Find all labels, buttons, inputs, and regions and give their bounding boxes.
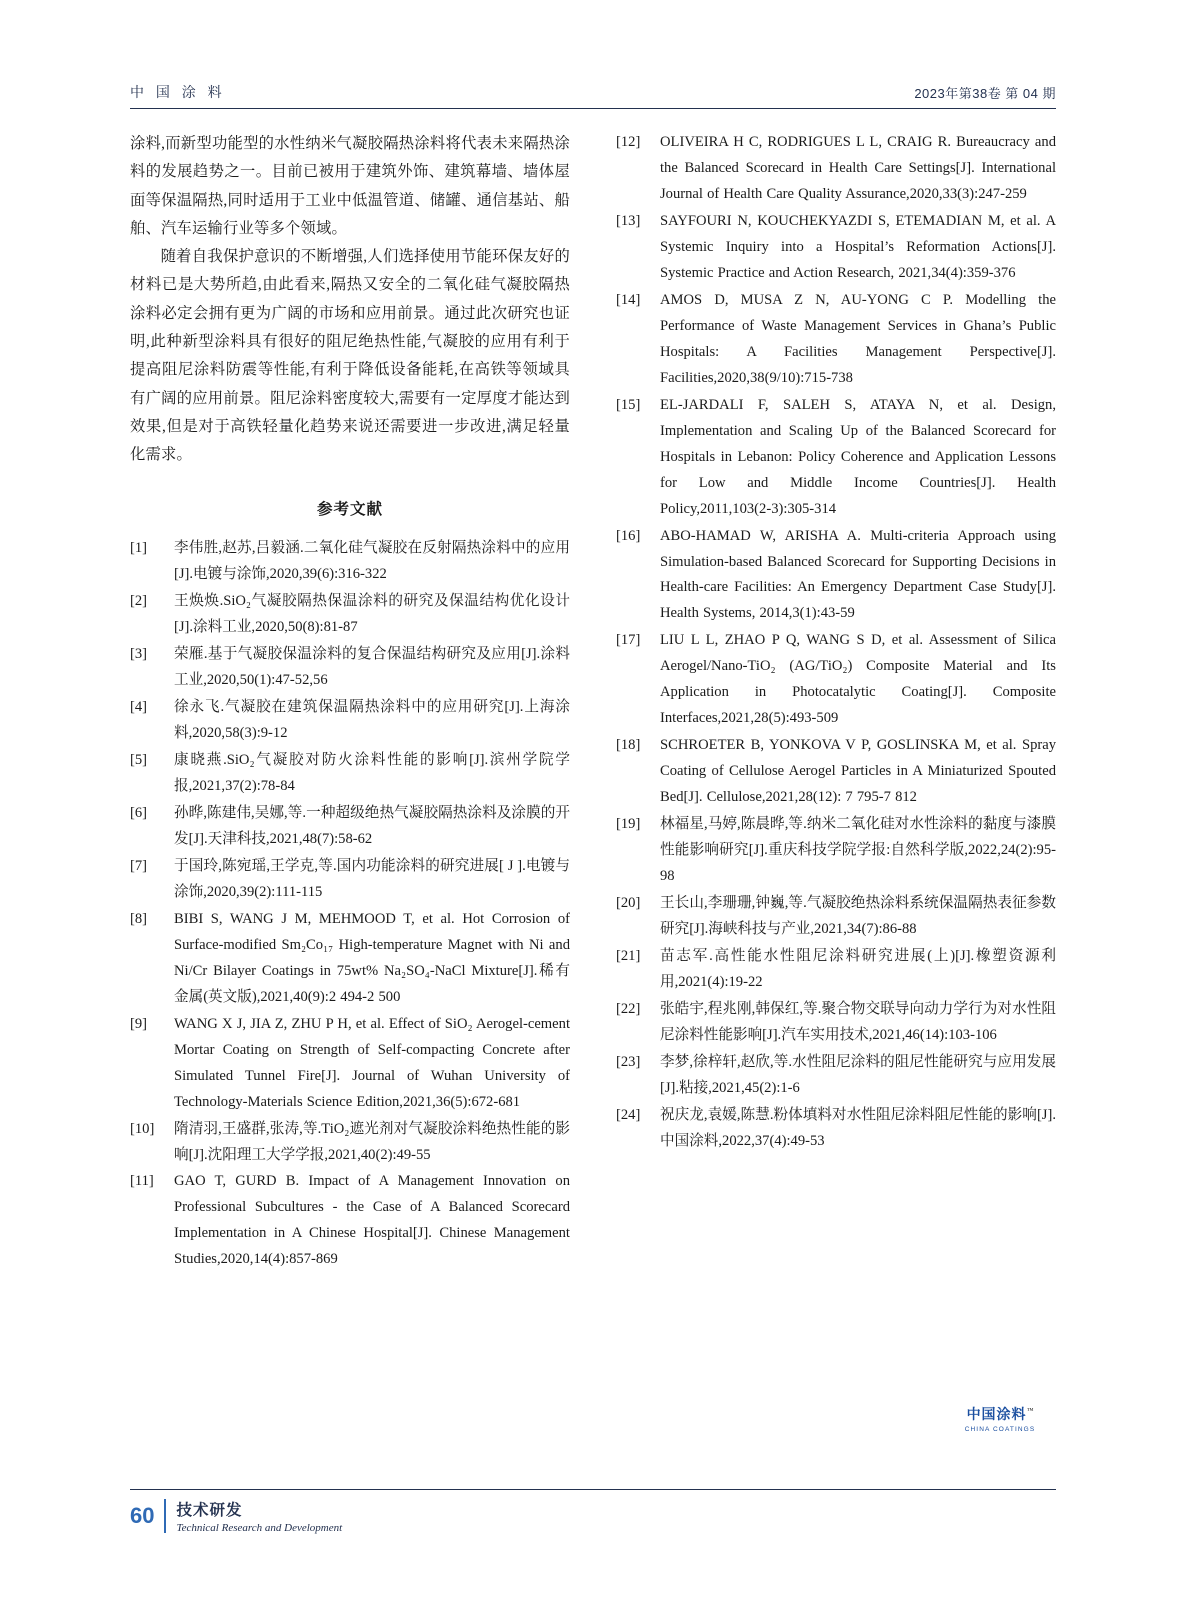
reference-text: 孙晔,陈建伟,吴娜,等.一种超级绝热气凝胶隔热涂料及涂膜的开发[J].天津科技,2021,48(7):58-62 (174, 804, 570, 847)
reference-number: [11] (130, 1173, 154, 1190)
issue-info: 2023年第38卷 第 04 期 (914, 86, 1056, 101)
reference-text: 荣雁.基于气凝胶保温涂料的复合保温结构研究及应用[J].涂料工业,2020,50(1):47-52,56 (174, 646, 570, 689)
reference-item (130, 854, 570, 906)
reference-number: [13] (616, 212, 641, 229)
reference-number: [7] (130, 857, 148, 874)
reference-text: ABO-HAMAD W, ARISHA A. Multi-criteria Approach using Simulation-based Balanced Scorecard for Supporting Decisions in Health-care Facilities: An Emergency Department Case Study[J]. Health Systems, 2014,3(1):43-59 (660, 527, 1056, 622)
reference-text: SCHROETER B, YONKOVA V P, GOSLINSKA M, et al. Spray Coating of Cellulose Aerogel Particles in A Miniaturized Spouted Bed[J]. Cellulose,2021,28(12): 7 795-7 812 (660, 737, 1056, 806)
page-header (130, 82, 1056, 102)
reference-item (616, 1050, 1056, 1102)
reference-item (130, 642, 570, 694)
reference-number: [2] (130, 593, 148, 610)
header-divider (130, 108, 1056, 109)
reference-number: [9] (130, 1015, 148, 1032)
reference-number: [5] (130, 751, 148, 768)
reference-item (616, 288, 1056, 392)
references-heading: 参考文献 (316, 500, 383, 518)
logo-en-label: CHINA COATINGS (964, 1425, 1036, 1433)
page-number: 60 (130, 1503, 155, 1528)
reference-number: [12] (616, 134, 641, 150)
journal-name: 中 国 涂 料 (130, 84, 226, 100)
reference-text: 林福星,马婷,陈晨晔,等.纳米二氧化硅对水性涂料的黏度与漆膜性能影响研究[J].重庆科技学院学报:自然科学版,2022,24(2):95-98 (660, 816, 1056, 885)
reference-text: 王焕焕.SiO₂气凝胶隔热保温涂料的研究及保温结构优化设计[J].涂料工业,2020,50(8):81-87 (174, 593, 570, 636)
reference-text: 张皓宇,程兆刚,韩保红,等.聚合物交联导向动力学行为对水性阻尼涂料性能影响[J].汽车实用技术,2021,46(14):103-106 (660, 1000, 1056, 1043)
reference-item (130, 589, 570, 641)
reference-text: SAYFOURI N, KOUCHEKYAZDI S, ETEMADIAN M, et al. A Systemic Inquiry into a Hospital’s Reformation Actions[J]. Systemic Practice and Action Research, 2021,34(4):359-376 (660, 212, 1056, 281)
reference-item (130, 748, 570, 800)
reference-item (616, 1103, 1056, 1155)
reference-item (616, 812, 1056, 890)
reference-number: [14] (616, 291, 641, 308)
reference-item (616, 628, 1056, 732)
logo-cn-label: 中国涂料 (966, 1406, 1027, 1422)
reference-number: [16] (616, 527, 641, 544)
reference-number: [21] (616, 948, 641, 965)
body-paragraph: 随着自我保护意识的不断增强,人们选择使用节能环保友好的材料已是大势所趋,由此看来,隔热又安全的二氧化硅气凝胶隔热涂料必定会拥有更为广阔的市场和应用前景。通过此次研究也证明,此种新型涂料具有很好的阻尼绝热性能,气凝胶的应用有利于提高阻尼涂料防震等性能,有利于降低设备能耗,在高铁等领域具有广阔的应用前景。阻尼涂料密度较大,需要有一定厚度才能达到效果,但是对于高铁轻量化趋势来说还需要进一步改进,满足轻量化需求。 (130, 248, 570, 464)
reference-item (616, 944, 1056, 996)
section-title-cn: 技术研发 (176, 1502, 243, 1519)
reference-item (616, 209, 1056, 287)
section-title-en: Technical Research and Development (176, 1522, 343, 1534)
reference-item (616, 130, 1056, 208)
reference-text: 隋清羽,王盛群,张涛,等.TiO₂遮光剂对气凝胶涂料绝热性能的影响[J].沈阳理工大学学报,2021,40(2):49-55 (174, 1120, 570, 1163)
reference-item (130, 1169, 570, 1273)
reference-item (130, 801, 570, 853)
reference-text: EL-JARDALI F, SALEH S, ATAYA N, et al. Design, Implementation and Scaling Up of the Balanced Scorecard for Hospitals in Lebanon: Policy Coherence and Application Lessons for Low and Middle Income Countries[J]. Health Policy,2011,103(2-3):305-314 (660, 396, 1056, 517)
reference-number: [3] (130, 646, 148, 663)
reference-number: [24] (616, 1106, 641, 1123)
reference-item (616, 997, 1056, 1049)
reference-text: WANG X J, JIA Z, ZHU P H, et al. Effect of SiO₂ Aerogel-cement Mortar Coating on Strength of Self-compacting Concrete after Simulated Tunnel Fire[J]. Journal of Wuhan University of Technology-Materials Science Edition,2021,36(5):672-681 (174, 1015, 570, 1110)
footer-section (176, 1498, 342, 1534)
reference-number: [23] (616, 1053, 641, 1070)
reference-text: LIU L L, ZHAO P Q, WANG S D, et al. Assessment of Silica Aerogel/Nano-TiO₂ (AG/TiO₂) Composite Material and Its Application in Photocatalytic Coating[J]. Composite Interfaces,2021,28(5):493-509 (660, 632, 1056, 727)
reference-text: OLIVEIRA H C, RODRIGUES L L, CRAIG R. Bureaucracy and the Balanced Scorecard in Health Care Settings[J]. International Journal of Health Care Quality Assurance,2020,33(3):247-259 (660, 134, 1056, 202)
reference-text: 李伟胜,赵苏,吕毅涵.二氧化硅气凝胶在反射隔热涂料中的应用[J].电镀与涂饰,2020,39(6):316-322 (174, 540, 570, 583)
reference-number: [19] (616, 816, 641, 833)
trademark-symbol: ™ (1026, 1406, 1034, 1415)
footer-divider (130, 1489, 1056, 1490)
reference-text: 苗志军.高性能水性阻尼涂料研究进展(上)[J].橡塑资源利用,2021(4):19-22 (660, 948, 1056, 990)
reference-number: [1] (130, 540, 148, 557)
reference-number: [15] (616, 396, 641, 413)
reference-text: 康晓燕.SiO₂气凝胶对防火涂料性能的影响[J].滨州学院学报,2021,37(2):78-84 (174, 751, 570, 794)
right-column (616, 130, 1056, 1156)
reference-text: GAO T, GURD B. Impact of A Management Innovation on Professional Subcultures - the Case of A Balanced Scorecard Implementation in A Chinese Hospital[J]. Chinese Management Studies,2020,14(4):857-869 (174, 1173, 570, 1268)
body-paragraph: 涂料,而新型功能型的水性纳米气凝胶隔热涂料将代表未来隔热涂料的发展趋势之一。目前已被用于建筑外饰、建筑幕墙、墙体屋面等保温隔热,同时适用于工业中低温管道、储罐、通信基站、船舶、汽车运输行业等多个领域。 (130, 135, 570, 237)
reference-number: [6] (130, 804, 148, 821)
reference-text: BIBI S, WANG J M, MEHMOOD T, et al. Hot Corrosion of Surface-modified Sm₂Co₁₇ High-temperature Magnet with Ni and Ni/Cr Bilayer Coatings in 75wt% Na₂SO₄-NaCl Mixture[J].稀有金属(英文版),2021,40(9):2 494-2 500 (174, 910, 570, 1005)
reference-item (130, 907, 570, 1011)
left-column (130, 130, 570, 1274)
page-footer (130, 1498, 342, 1534)
reference-number: [18] (616, 737, 641, 754)
reference-text: 李梦,徐梓轩,赵欣,等.水性阻尼涂料的阻尼性能研究与应用发展[J].粘接,2021,45(2):1-6 (660, 1053, 1056, 1096)
reference-text: AMOS D, MUSA Z N, AU-YONG C P. Modelling the Performance of Waste Management Services in Ghana’s Public Hospitals: A Facilities Management Perspective[J]. Facilities,2020,38(9/10):715-738 (660, 291, 1056, 386)
reference-item (616, 393, 1056, 523)
reference-number: [20] (616, 895, 641, 912)
reference-text: 祝庆龙,袁媛,陈慧.粉体填料对水性阻尼涂料阻尼性能的影响[J].中国涂料,2022,37(4):49-53 (660, 1106, 1056, 1149)
logo-cn-text (958, 1406, 1042, 1424)
reference-item (616, 733, 1056, 811)
china-coatings-logo (958, 1406, 1042, 1433)
footer-accent-bar (164, 1499, 166, 1533)
reference-text: 王长山,李珊珊,钟巍,等.气凝胶绝热涂料系统保温隔热表征参数研究[J].海峡科技与产业,2021,34(7):86-88 (660, 895, 1056, 938)
reference-text: 于国玲,陈宛瑶,王学克,等.国内功能涂料的研究进展[ J ].电镀与涂饰,2020,39(2):111-115 (174, 857, 570, 900)
reference-item (616, 891, 1056, 943)
reference-item (130, 695, 570, 747)
reference-number: [17] (616, 632, 641, 649)
reference-text: 徐永飞.气凝胶在建筑保温隔热涂料中的应用研究[J].上海涂料,2020,58(3):9-12 (174, 699, 570, 742)
reference-item (616, 524, 1056, 628)
reference-item (130, 1012, 570, 1116)
reference-item (130, 1117, 570, 1169)
reference-item (130, 536, 570, 588)
reference-number: [4] (130, 699, 148, 716)
reference-number: [10] (130, 1120, 155, 1137)
reference-number: [8] (130, 910, 148, 927)
reference-number: [22] (616, 1000, 641, 1017)
